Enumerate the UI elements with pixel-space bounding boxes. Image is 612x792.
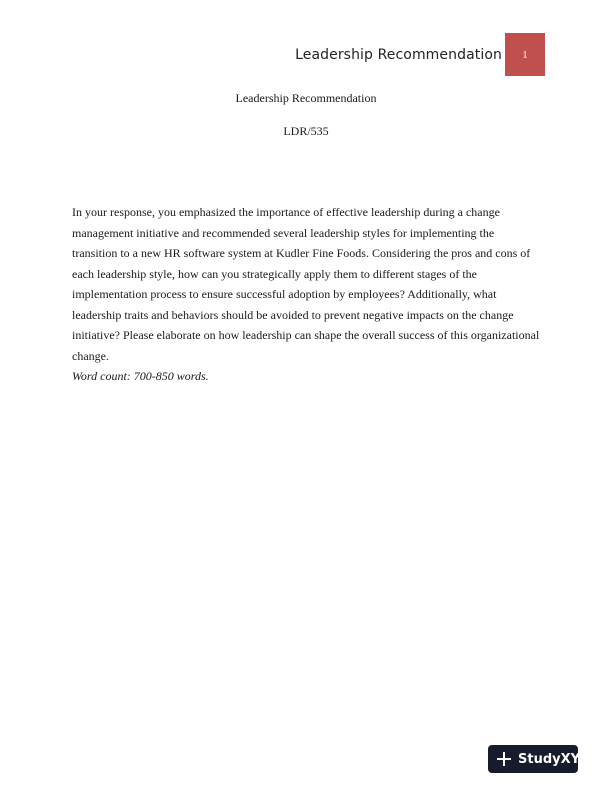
plus-icon — [496, 751, 512, 767]
body-paragraph: In your response, you emphasized the importance of effective leadership during a change management initiative and recommended several leadership styles for implementing the transition to a new HR software system at Kudler Fine Foods. Considering the pros and cons of each leadership style, how can you strategically apply them to different stages of the implementation process to ensure successful adoption by employees? Additionally, what leadership traits and behaviors should be avoided to prevent negative impacts on the change initiative? Please elaborate on how leadership can shape the overall success of this organizational change. — [72, 205, 540, 363]
course-code: LDR/535 — [283, 124, 329, 138]
studyxy-badge[interactable] — [488, 745, 581, 773]
word-count: Word count: 700-850 words. — [72, 369, 209, 383]
body-text — [72, 202, 542, 387]
page-number-label: 1 — [522, 48, 528, 61]
page-number — [505, 33, 545, 76]
brand-label: StudyXY — [518, 751, 581, 767]
document-title: Leadership Recommendation — [235, 91, 377, 105]
running-head: Leadership Recommendation — [295, 47, 502, 63]
